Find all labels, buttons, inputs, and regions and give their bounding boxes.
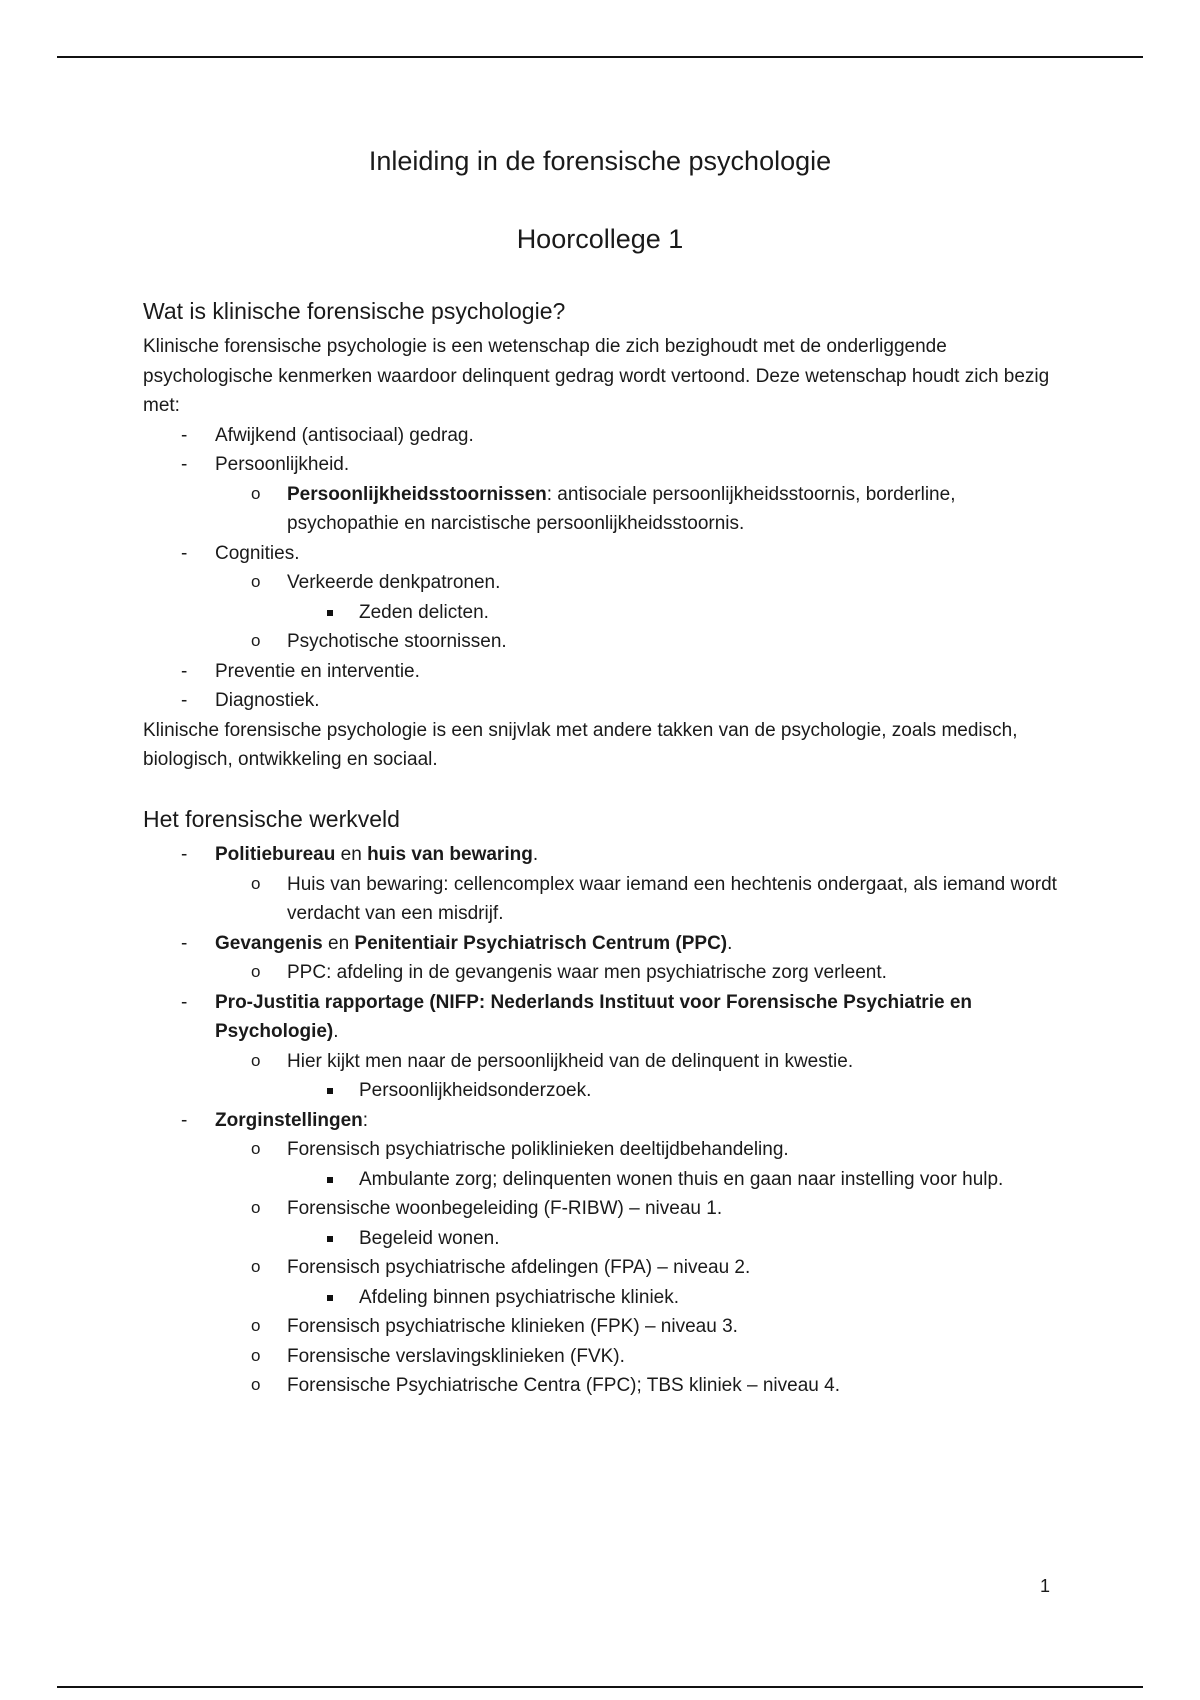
- header-rule: [57, 56, 1143, 58]
- sub-sub-list: [287, 1165, 1063, 1195]
- list-item: o Persoonlijkheidsstoornissen: antisociale persoonlijkheidsstoornis, borderline, psychopathie en narcistische persoonlijkheidsstoornis.: [215, 480, 1063, 539]
- list-item: o Huis van bewaring: cellencomplex waar iemand een hechtenis ondergaat, als iemand wordt verdacht van een misdrijf.: [215, 870, 1063, 929]
- list-item: - Cognities. o Verkeerde denkpatronen. Zeden delicten. o Psychotische stoornissen.: [143, 539, 1063, 657]
- list-item: o Hier kijkt men naar de persoonlijkheid van de delinquent in kwestie. Persoonlijkheidsonderzoek.: [215, 1047, 1063, 1106]
- page-number: 1: [1040, 1576, 1051, 1596]
- list-item: o Forensische verslavingsklinieken (FVK).: [215, 1342, 1063, 1372]
- sub-list: [215, 568, 1063, 657]
- sub-list: [215, 1135, 1063, 1401]
- list-item: o Forensisch psychiatrische afdelingen (FPA) – niveau 2. Afdeling binnen psychiatrische kliniek.: [215, 1253, 1063, 1312]
- document-title: Inleiding in de forensische psychologie: [368, 146, 832, 176]
- topic-list: [143, 421, 1063, 716]
- list-item: - Persoonlijkheid. o Persoonlijkheidsstoornissen: antisociale persoonlijkheidsstoornis, borderline, psychopathie en narcistische persoonlijkheidsstoornis.: [143, 450, 1063, 539]
- sub-sub-list: [287, 1224, 1063, 1254]
- list-item: Begeleid wonen.: [287, 1224, 1063, 1254]
- section-heading: Wat is klinische forensische psychologie?: [143, 298, 566, 324]
- section-werkveld: [143, 804, 1063, 1401]
- list-item: o Forensische Psychiatrische Centra (FPC); TBS kliniek – niveau 4.: [215, 1371, 1063, 1401]
- document-subtitle: Hoorcollege 1: [516, 224, 684, 254]
- werkveld-list: [143, 840, 1063, 1401]
- section-what-is: [143, 296, 1063, 775]
- list-item: o Verkeerde denkpatronen. Zeden delicten.: [215, 568, 1063, 627]
- intro-paragraph: Klinische forensische psychologie is een wetenschap die zich bezighoudt met de onderliggende psychologische kenmerken waardoor delinquent gedrag wordt vertoond. Deze wetenschap houdt zich bezig met:: [143, 336, 1050, 416]
- list-item: Zeden delicten.: [287, 598, 1063, 628]
- sub-sub-list: [287, 1283, 1063, 1313]
- list-item: o Forensische woonbegeleiding (F-RIBW) – niveau 1. Begeleid wonen.: [215, 1194, 1063, 1253]
- sub-sub-list: [287, 598, 1063, 628]
- sub-list: [215, 1047, 1063, 1106]
- list-item: - Pro-Justitia rapportage (NIFP: Nederlands Instituut voor Forensische Psychiatrie en Psychologie). o Hier kijkt men naar de persoonlijkheid van de delinquent in kwestie. Persoonlijkheidsonderzoek.: [143, 988, 1063, 1106]
- list-item: o PPC: afdeling in de gevangenis waar men psychiatrische zorg verleent.: [215, 958, 1063, 988]
- sub-list: [215, 870, 1063, 929]
- sub-sub-list: [287, 1076, 1063, 1106]
- list-item: - Politiebureau en huis van bewaring. o Huis van bewaring: cellencomplex waar iemand een hechtenis ondergaat, als iemand wordt verdacht van een misdrijf.: [143, 840, 1063, 929]
- list-item: - Afwijkend (antisociaal) gedrag.: [143, 421, 1063, 451]
- list-item: - Gevangenis en Penitentiair Psychiatrisch Centrum (PPC). o PPC: afdeling in de gevangenis waar men psychiatrische zorg verleent.: [143, 929, 1063, 988]
- list-item: o Forensisch psychiatrische klinieken (FPK) – niveau 3.: [215, 1312, 1063, 1342]
- list-item: - Preventie en interventie.: [143, 657, 1063, 687]
- list-item: o Forensisch psychiatrische poliklinieken deeltijdbehandeling. Ambulante zorg; delinquenten wonen thuis en gaan naar instelling voor hulp.: [215, 1135, 1063, 1194]
- list-item: - Zorginstellingen: o Forensisch psychiatrische poliklinieken deeltijdbehandeling. Ambulante zorg; delinquenten wonen thuis en gaan naar instelling voor hulp. o Forensische woonbegeleiding (F-RIBW) – niveau 1. Begeleid wonen. o Forensisch psychiatrische afdelingen (FPA) – niveau 2. Afdeling binnen psychiatrische kliniek. o Forensisch psychiatrische klinieken (FPK) – niveau 3. o Forensische verslavingsklinieken (FVK). o Forensische Psychiatrische Centra (FPC); TBS kliniek – niveau 4.: [143, 1106, 1063, 1401]
- sub-list: [215, 958, 1063, 988]
- list-item: Persoonlijkheidsonderzoek.: [287, 1076, 1063, 1106]
- sub-list: [215, 480, 1063, 539]
- list-item: o Psychotische stoornissen.: [215, 627, 1063, 657]
- outro-paragraph: Klinische forensische psychologie is een snijvlak met andere takken van de psychologie, zoals medisch, biologisch, ontwikkeling en sociaal.: [143, 719, 1018, 770]
- footer-rule: [57, 1686, 1143, 1688]
- list-item: Ambulante zorg; delinquenten wonen thuis en gaan naar instelling voor hulp.: [287, 1165, 1063, 1195]
- list-item: - Diagnostiek.: [143, 686, 1063, 716]
- section-heading: Het forensische werkveld: [143, 806, 400, 832]
- list-item: Afdeling binnen psychiatrische kliniek.: [287, 1283, 1063, 1313]
